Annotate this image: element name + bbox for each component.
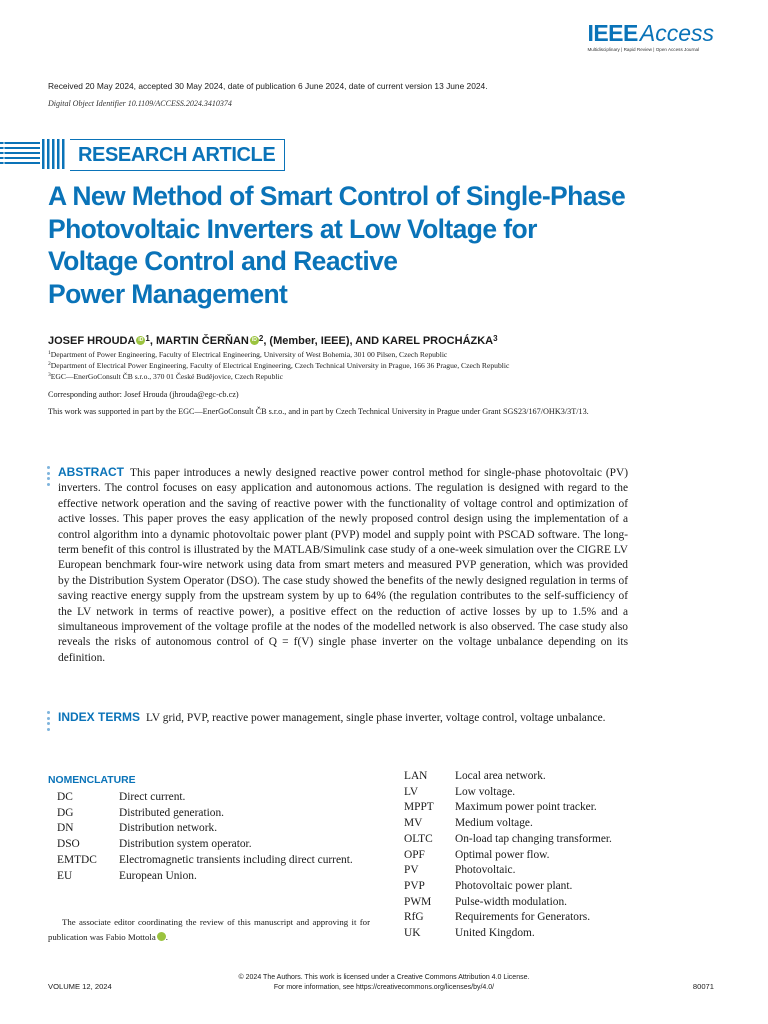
- nomenclature-heading: NOMENCLATURE: [48, 775, 136, 786]
- nomenclature-row: [57, 790, 370, 806]
- author-name: , (Member, IEEE), AND KAREL PROCHÁZKA: [263, 335, 494, 347]
- affiliation-number: 2: [48, 361, 51, 367]
- abstract-dots-icon: [47, 466, 50, 488]
- logo-tagline: Multidisciplinary | Rapid Review | Open Access Journal: [587, 47, 700, 52]
- doi[interactable]: Digital Object Identifier 10.1109/ACCESS.2024.3410374: [48, 99, 232, 108]
- definition: Photovoltaic.: [455, 864, 516, 877]
- nomenclature-row: [57, 853, 370, 869]
- definition: Local area network.: [455, 770, 546, 782]
- abbreviation: LAN: [404, 770, 428, 782]
- volume-label: VOLUME 12, 2024: [48, 982, 112, 991]
- definition: European Union.: [119, 869, 197, 882]
- license-text: © 2024 The Authors. This work is licensed under a Creative Commons Attribution 4.0 License.: [238, 974, 530, 981]
- definition: Medium voltage.: [455, 817, 533, 830]
- nomenclature-row: [404, 816, 644, 832]
- definition: Pulse-width modulation.: [455, 895, 568, 908]
- definition: Photovoltaic power plant.: [455, 879, 573, 892]
- abbreviation: OLTC: [404, 832, 433, 845]
- abbreviation: LV: [404, 785, 419, 798]
- index-terms-text: LV grid, PVP, reactive power management, single phase inverter, voltage control, voltage unbalance.: [146, 712, 606, 724]
- definition: Requirements for Generators.: [455, 911, 591, 924]
- abbreviation: EMTDC: [57, 853, 97, 866]
- abbreviation: EU: [57, 869, 73, 882]
- funding-statement: This work was supported in part by the EGC—EnerGoConsult ČB s.r.o., and in part by Czech Technical University in Prague under Grant SGS23/167/OHK3/3T/13.: [48, 407, 589, 416]
- affiliation-text: Department of Power Engineering, Faculty of Electrical Engineering, University of West Bohemia, 301 00 Pilsen, Czech Republic: [50, 350, 448, 359]
- affiliation-mark: 2: [258, 334, 264, 343]
- abbreviation: DSO: [57, 838, 80, 851]
- nomenclature-row: [404, 785, 644, 801]
- affiliation-number: 3: [48, 372, 51, 378]
- definition: Direct current.: [119, 791, 186, 803]
- nomenclature-row: [404, 800, 644, 816]
- orcid-icon[interactable]: iD: [251, 337, 257, 343]
- abbreviation: PVP: [404, 879, 425, 892]
- logo-wordmark: [587, 20, 714, 46]
- article-type: RESEARCH ARTICLE: [78, 143, 276, 166]
- affiliation: [48, 361, 509, 370]
- definition: Low voltage.: [455, 785, 516, 798]
- author-name: JOSEF HROUDA: [48, 335, 136, 347]
- affiliation: [48, 350, 447, 359]
- definition: Optimal power flow.: [455, 848, 550, 861]
- paper-title: [48, 180, 648, 310]
- affiliation-text: Department of Electrical Power Engineering, Faculty of Electrical Engineering, Czech Technical University in Prague, 166 36 Prague, Czech Republic: [50, 361, 510, 370]
- nomenclature-row: [57, 821, 370, 837]
- abbreviation: DG: [57, 806, 74, 819]
- affiliation-text: EGC—EnerGoConsult ČB s.r.o., 370 01 České Budějovice, Czech Republic: [50, 372, 283, 381]
- title-line: Voltage Control and Reactive: [48, 246, 398, 276]
- definition: Maximum power point tracker.: [455, 801, 597, 814]
- page-number: 80071: [692, 982, 714, 991]
- logo-access: Access: [639, 20, 714, 46]
- orcid-icon[interactable]: iD: [138, 337, 144, 343]
- abbreviation: UK: [404, 927, 421, 940]
- nomenclature-row: [404, 832, 644, 848]
- author-list: [48, 334, 498, 347]
- nomenclature-row: [404, 863, 644, 879]
- abbreviation: OPF: [404, 848, 425, 861]
- abbreviation: MV: [404, 817, 423, 830]
- definition: Distributed generation.: [119, 806, 225, 819]
- abbreviation: RfG: [404, 911, 424, 924]
- orcid-icon[interactable]: iD: [157, 932, 166, 941]
- abbreviation: PV: [404, 864, 419, 877]
- abstract: [58, 465, 628, 666]
- affiliation-mark: 3: [493, 334, 498, 343]
- nomenclature-row: [404, 926, 644, 942]
- banner-stripes-icon: [0, 139, 66, 169]
- received-dates: Received 20 May 2024, accepted 30 May 2024, date of publication 6 June 2024, date of current version 13 June 2024.: [48, 81, 488, 91]
- article-type-banner: [70, 139, 285, 171]
- abstract-label: ABSTRACT: [58, 465, 124, 479]
- nomenclature-row: [57, 869, 370, 885]
- definition: Distribution system operator.: [119, 838, 252, 851]
- corresponding-author: Corresponding author: Josef Hrouda (jhrouda@egc-cb.cz): [48, 390, 239, 399]
- editor-note: [48, 915, 370, 945]
- journal-logo: [587, 20, 714, 52]
- definition: On-load tap changing transformer.: [455, 832, 612, 845]
- license-footer: [0, 973, 768, 992]
- abbreviation: MPPT: [404, 801, 434, 814]
- nomenclature-row: [404, 879, 644, 895]
- nomenclature-row: [404, 848, 644, 864]
- index-terms-label: INDEX TERMS: [58, 710, 141, 724]
- editor-note-text: The associate editor coordinating the review of this manuscript and approving it for publication was Fabio Mottola: [48, 917, 370, 942]
- affiliation: [48, 372, 283, 381]
- abbreviation: DN: [57, 822, 74, 835]
- index-terms: [58, 710, 628, 726]
- logo-ieee: IEEE: [587, 20, 638, 46]
- title-line: Photovoltaic Inverters at Low Voltage for: [48, 213, 537, 244]
- definition: Electromagnetic transients including direct current.: [119, 853, 353, 866]
- affiliation-mark: 1: [145, 334, 150, 343]
- license-link[interactable]: For more information, see https://creativecommons.org/licenses/by/4.0/: [273, 983, 495, 991]
- definition: United Kingdom.: [455, 927, 535, 940]
- nomenclature-row: [404, 895, 644, 911]
- nomenclature-row: [404, 769, 644, 785]
- affiliation-number: 1: [48, 350, 51, 356]
- title-line: A New Method of Smart Control of Single-Phase: [48, 181, 626, 211]
- nomenclature-list-right: [404, 769, 644, 942]
- definition: Distribution network.: [119, 822, 218, 835]
- title-line: Power Management: [48, 278, 288, 309]
- nomenclature-row: [57, 837, 370, 853]
- nomenclature-list-left: [57, 790, 370, 884]
- nomenclature-row: [57, 806, 370, 822]
- nomenclature-row: [404, 910, 644, 926]
- editor-note-end: .: [165, 932, 168, 942]
- abstract-text: This paper introduces a newly designed reactive power control method for single-phase photovoltaic (PV) inverters. The control focuses on easy application and autonomous actions. The regulation is designed with regard to the effective network operation and the saving of reactive power with the functionality of voltage control and optimization of active losses. This paper proves the easy application of the newly proposed control design using the implementation of a control algorithm into a dynamic photovoltaic power plant (PVP) model and supply point with PSCAD software. The long-term benefit of this control is illustrated by the MATLAB/Simulink case study of a one-week simulation over the CIGRE LV European benchmark four-wire network using data from smart meters and measured PVP generation, which was provided by the Distribution System Operator (DSO). The case study showed the benefits of the newly designed regulation in terms of saving reactive energy supply from the upstream system by up to 64% (the regulation contributes to the self-sufficiency of the LV network in terms of reactive power), a positive effect on the reduction of active losses by up to 1.5% and a simultaneous improvement of the voltage profile at the nodes of the modelled network is also observed. The case study also reveals the risks of autonomous control of Q = f(V) single phase inverter on the voltage unbalance depending on its definition.: [58, 467, 628, 664]
- abbreviation: PWM: [404, 895, 432, 908]
- author-name: , MARTIN ČERŇAN: [149, 335, 249, 347]
- abbreviation: DC: [57, 791, 73, 803]
- index-dots-icon: [47, 711, 50, 733]
